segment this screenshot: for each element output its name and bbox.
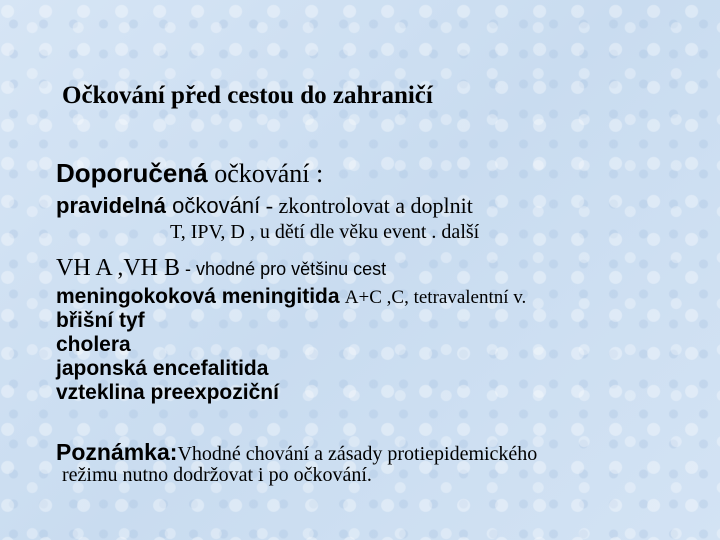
disease-rabies: vzteklina preexpoziční xyxy=(56,381,279,404)
note-text-continued: režimu nutno dodržovat i po očkování. xyxy=(62,464,372,486)
regular-instruction: - zkontrolovat a doplnit xyxy=(260,193,473,218)
regular-vaccination-line xyxy=(56,193,473,219)
regular-vaccination-word: očkování xyxy=(166,193,261,218)
recommended-heading-rest: očkování : xyxy=(207,159,324,188)
note-label: Poznámka: xyxy=(56,439,178,465)
disease-typhoid: břišní tyf xyxy=(56,309,145,332)
regular-label: pravidelná xyxy=(56,193,167,218)
hepatitis-line xyxy=(56,255,386,282)
meningitis-note: A+C ,C, tetravalentní v. xyxy=(344,287,527,308)
disease-cholera: cholera xyxy=(56,333,131,356)
page-title: Očkování před cestou do zahraničí xyxy=(62,82,433,109)
recommended-heading-bold: Doporučená xyxy=(56,158,208,188)
hepatitis-note: - vhodné pro většinu cest xyxy=(180,259,387,279)
note-line xyxy=(56,439,537,466)
note-text: Vhodné chování a zásady protiepidemického xyxy=(177,443,538,465)
recommended-heading xyxy=(56,158,323,189)
hepatitis-label: VH A ,VH B xyxy=(56,255,181,281)
disease-japanese-encephalitis: japonská encefalitida xyxy=(56,357,269,380)
meningitis-line xyxy=(56,284,526,309)
regular-detail: T, IPV, D , u dětí dle věku event . další xyxy=(170,221,480,243)
meningitis-label: meningokoková meningitida xyxy=(56,285,340,308)
